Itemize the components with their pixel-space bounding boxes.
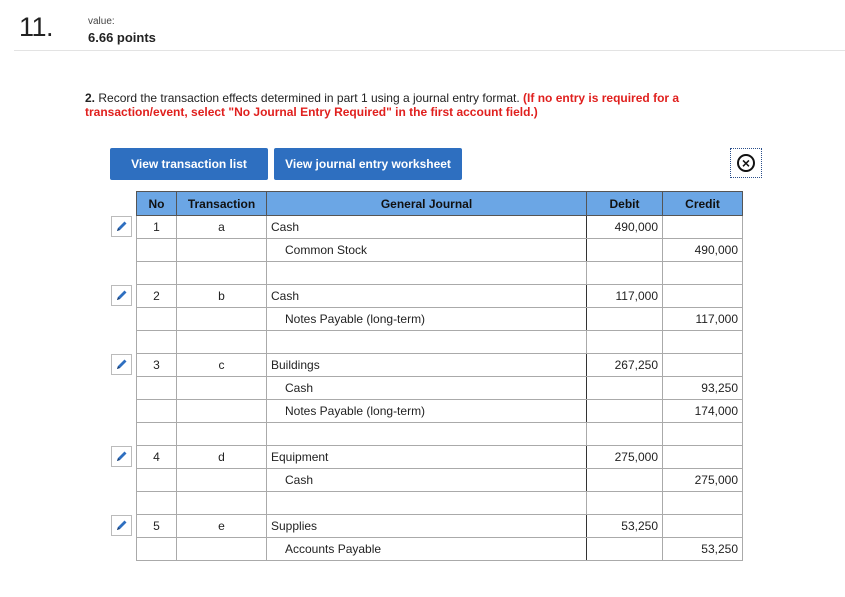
row-credit: 53,250 [663,538,743,561]
table-row [137,423,743,446]
edit-entry-button[interactable] [111,216,132,237]
header-credit: Credit [663,192,743,216]
row-account: Notes Payable (long-term) [267,400,587,423]
row-account: Buildings [267,354,587,377]
row-account: Common Stock [267,239,587,262]
row-transaction: c [177,354,267,377]
row-account: Cash [267,216,587,239]
row-transaction [177,423,267,446]
row-debit: 490,000 [587,216,663,239]
table-row [137,377,743,400]
row-transaction: b [177,285,267,308]
row-debit: 267,250 [587,354,663,377]
question-number: 11. [19,12,54,42]
pencil-icon [115,289,128,302]
row-transaction [177,331,267,354]
view-transaction-list-button[interactable]: View transaction list [110,148,268,180]
row-transaction [177,492,267,515]
row-credit [663,262,743,285]
row-transaction [177,262,267,285]
journal-table [136,191,743,561]
row-debit [587,239,663,262]
row-credit: 275,000 [663,469,743,492]
row-account [267,262,587,285]
table-row [137,239,743,262]
row-debit [587,469,663,492]
row-number [137,308,177,331]
row-number [137,239,177,262]
edit-entry-button[interactable] [111,446,132,467]
instruction-text: Record the transaction effects determined in part 1 using a journal entry format. [98,91,520,105]
header-debit: Debit [587,192,663,216]
table-row [137,308,743,331]
row-debit [587,331,663,354]
row-debit [587,377,663,400]
row-number [137,262,177,285]
row-account: Accounts Payable [267,538,587,561]
instruction-number: 2. [85,91,96,105]
row-debit [587,538,663,561]
edit-entry-button[interactable] [111,515,132,536]
row-debit: 117,000 [587,285,663,308]
row-transaction: d [177,446,267,469]
row-credit: 490,000 [663,239,743,262]
row-transaction [177,377,267,400]
table-row [137,400,743,423]
row-credit [663,423,743,446]
table-row [137,354,743,377]
header-divider [14,50,845,51]
edit-entry-button[interactable] [111,354,132,375]
table-row [137,285,743,308]
row-number [137,423,177,446]
view-journal-worksheet-button[interactable]: View journal entry worksheet [274,148,462,180]
row-account: Cash [267,469,587,492]
row-credit: 93,250 [663,377,743,400]
row-number [137,469,177,492]
row-transaction [177,308,267,331]
row-number [137,331,177,354]
row-account [267,492,587,515]
row-credit: 117,000 [663,308,743,331]
row-debit [587,262,663,285]
row-number: 2 [137,285,177,308]
value-label: value: [88,16,115,27]
row-account: Equipment [267,446,587,469]
question-points: 6.66 points [88,30,156,45]
table-row [137,538,743,561]
table-row [137,262,743,285]
row-debit [587,308,663,331]
table-row [137,216,743,239]
pencil-icon [115,220,128,233]
table-row [137,492,743,515]
row-credit [663,216,743,239]
row-transaction [177,400,267,423]
row-account: Supplies [267,515,587,538]
table-row [137,331,743,354]
row-number: 4 [137,446,177,469]
pencil-icon [115,358,128,371]
instruction-note: (If no entry is required for a transaction/event, select "No Journal Entry Required" in the first account field.) [85,91,680,119]
row-credit [663,446,743,469]
pencil-icon [115,450,128,463]
row-account: Cash [267,285,587,308]
row-account: Notes Payable (long-term) [267,308,587,331]
row-number [137,492,177,515]
table-row [137,469,743,492]
row-debit [587,400,663,423]
row-number [137,377,177,400]
header-transaction: Transaction [177,192,267,216]
header-no: No [137,192,177,216]
row-debit: 275,000 [587,446,663,469]
edit-entry-button[interactable] [111,285,132,306]
close-circle-icon: × [737,154,755,172]
table-row [137,515,743,538]
close-button[interactable] [730,148,762,178]
row-account: Cash [267,377,587,400]
row-transaction [177,538,267,561]
row-credit [663,331,743,354]
row-credit [663,515,743,538]
row-account [267,423,587,446]
row-number: 3 [137,354,177,377]
table-header-row [137,192,743,216]
row-number: 1 [137,216,177,239]
row-number [137,400,177,423]
row-number: 5 [137,515,177,538]
row-credit [663,285,743,308]
row-debit [587,492,663,515]
row-credit [663,492,743,515]
row-account [267,331,587,354]
row-debit: 53,250 [587,515,663,538]
row-transaction: a [177,216,267,239]
row-transaction [177,239,267,262]
row-credit [663,354,743,377]
row-transaction [177,469,267,492]
header-general-journal: General Journal [267,192,587,216]
journal-table-body [137,216,743,561]
instruction [85,91,745,119]
table-row [137,446,743,469]
row-debit [587,423,663,446]
pencil-icon [115,519,128,532]
row-transaction: e [177,515,267,538]
row-number [137,538,177,561]
row-credit: 174,000 [663,400,743,423]
